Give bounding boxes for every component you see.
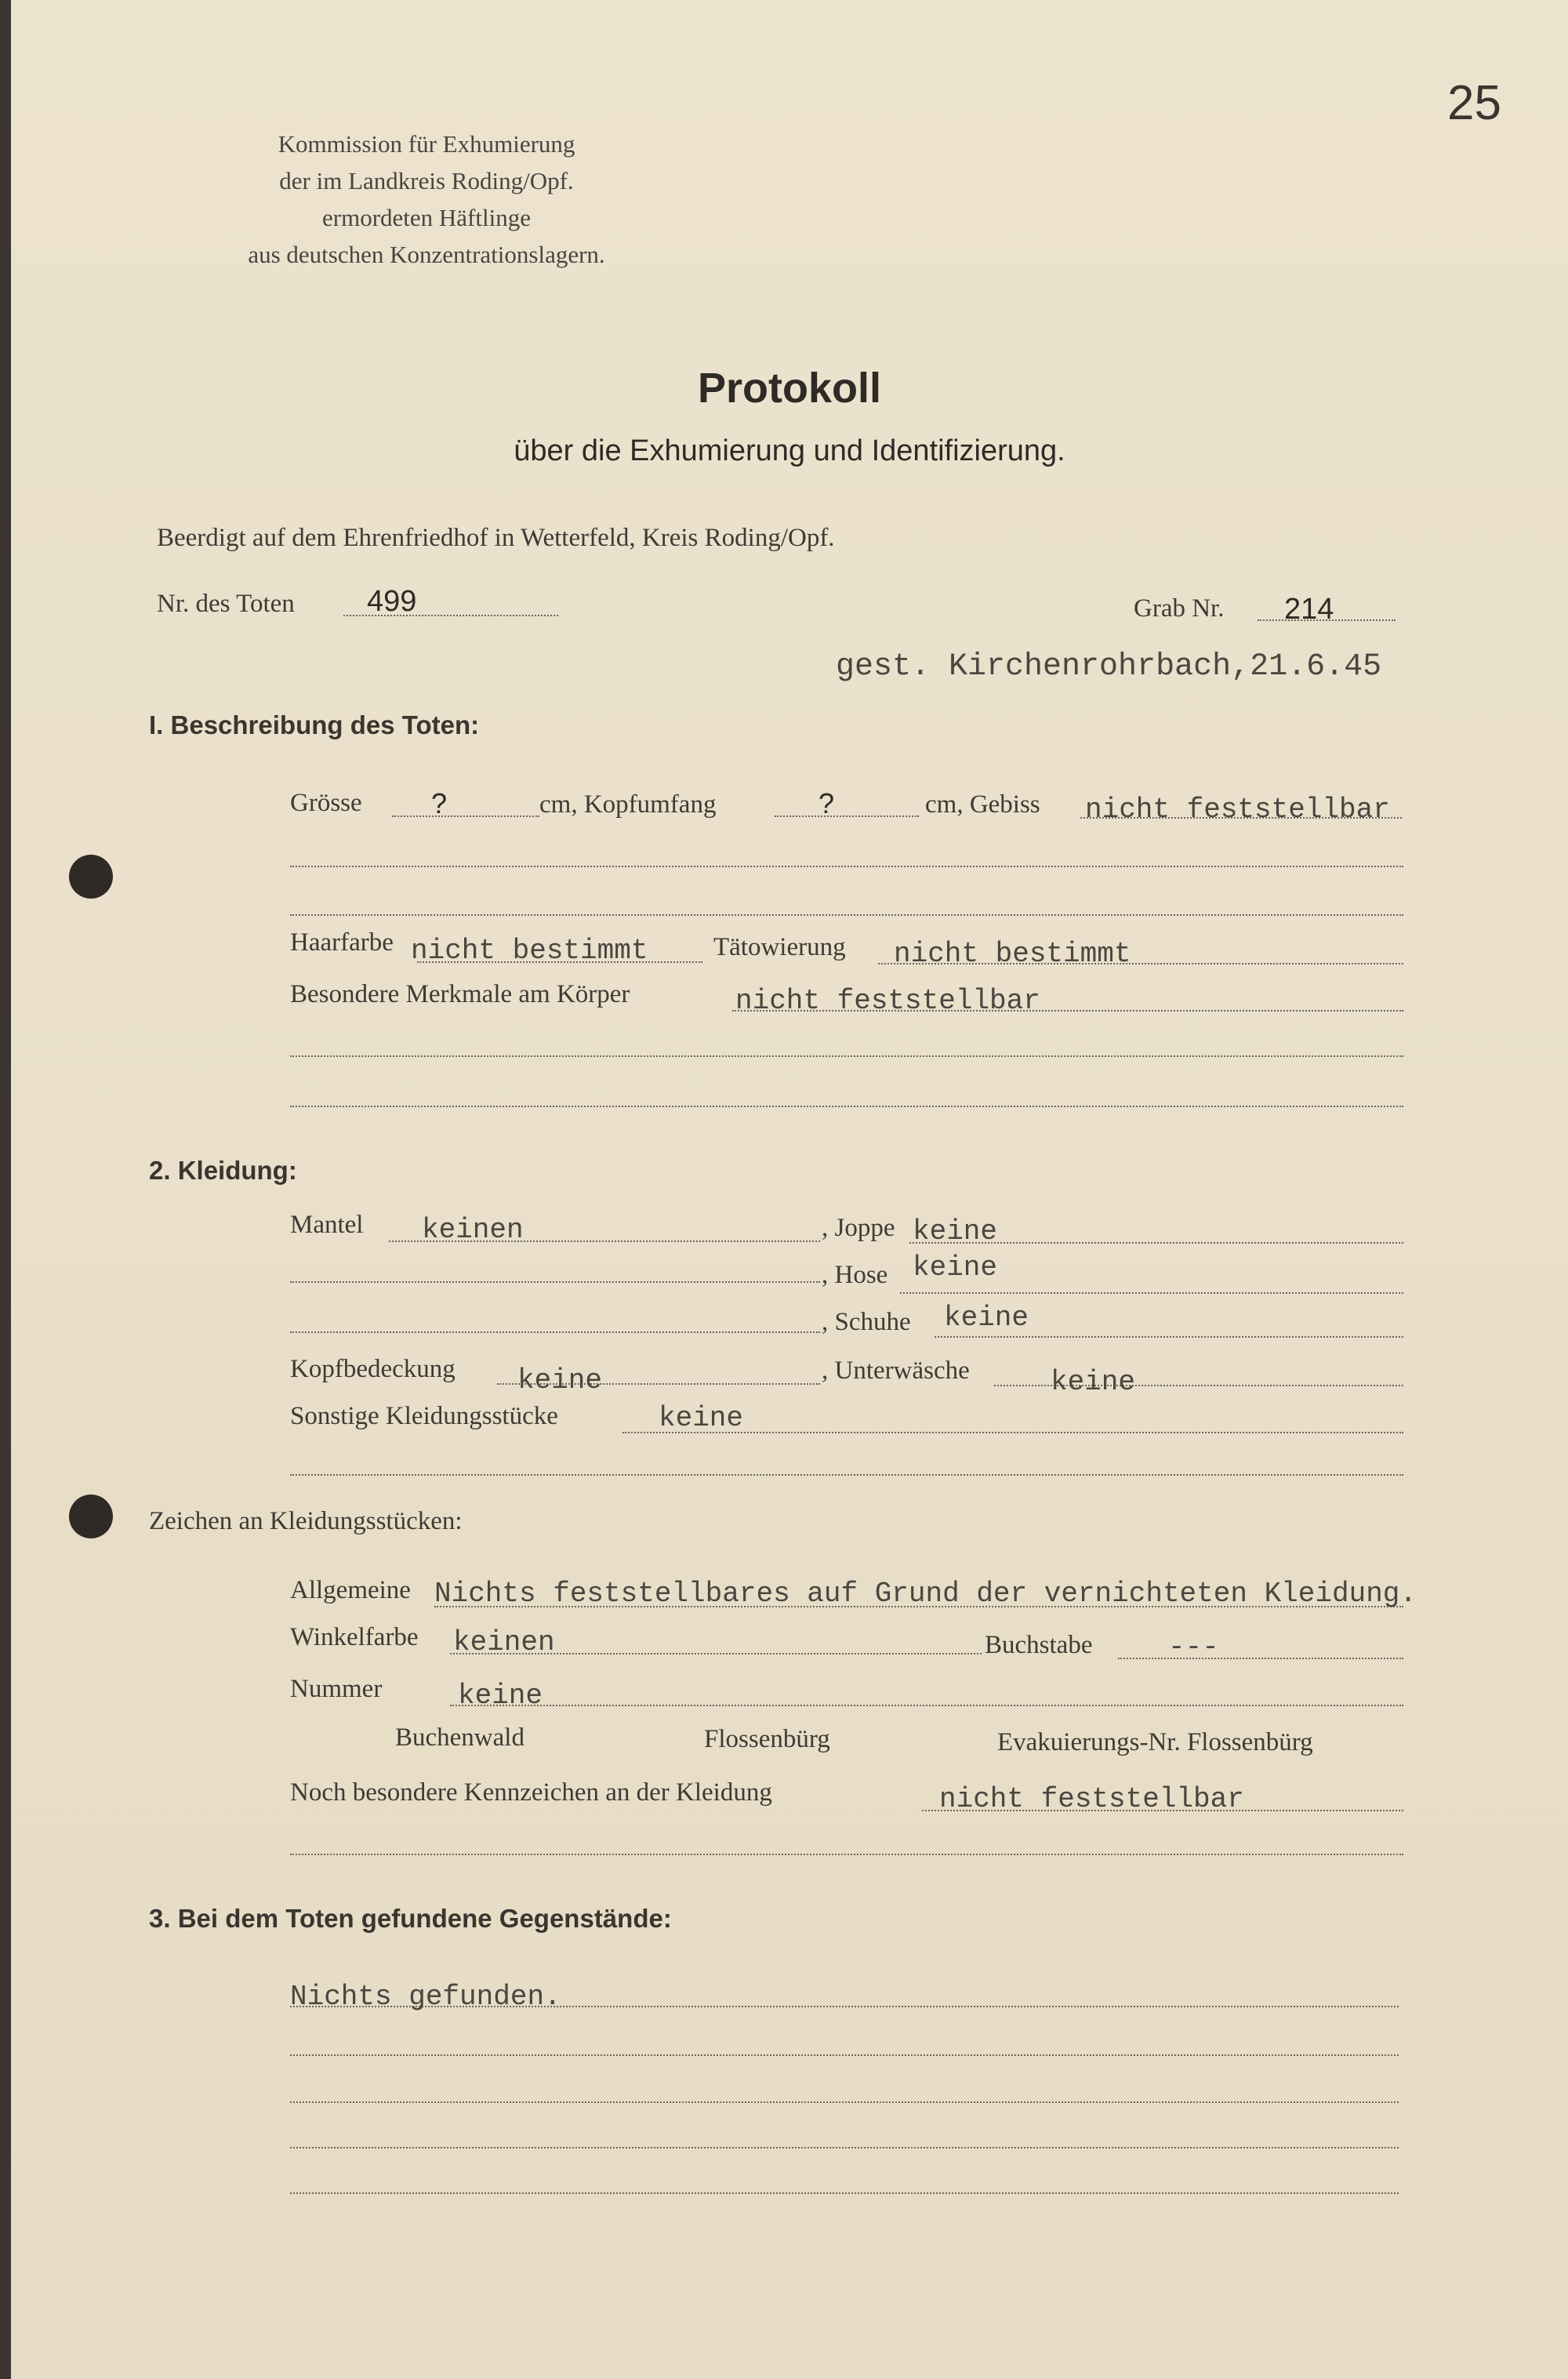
merkmale-value: nicht feststellbar xyxy=(735,985,1040,1017)
gebiss-value: nicht feststellbar xyxy=(1085,794,1390,826)
nummer-value: keine xyxy=(458,1680,543,1712)
dead-number-value: 499 xyxy=(367,585,417,618)
kopfumfang-line xyxy=(775,815,919,817)
page-number: 25 xyxy=(1447,76,1501,130)
buchstabe-line xyxy=(1118,1658,1403,1659)
schuhe-value: keine xyxy=(944,1302,1029,1334)
cm-gebiss-label: cm, Gebiss xyxy=(925,790,1040,819)
document-page xyxy=(11,0,1568,2379)
dead-number-label: Nr. des Toten xyxy=(157,590,295,618)
taetowierung-value: nicht bestimmt xyxy=(894,938,1131,970)
found-items-line-4 xyxy=(290,2147,1399,2148)
nummer-label: Nummer xyxy=(290,1675,383,1703)
kopfbedeckung-label: Kopfbedeckung xyxy=(290,1355,456,1383)
header-line-4: aus deutschen Konzentrationslagern. xyxy=(248,241,605,268)
schuhe-line xyxy=(935,1336,1403,1338)
header-line-2: der im Landkreis Roding/Opf. xyxy=(279,167,574,194)
buchstabe-value: --- xyxy=(1168,1631,1219,1663)
section-1-heading: I. Beschreibung des Toten: xyxy=(149,710,480,739)
header-line-3: ermordeten Häftlinge xyxy=(322,204,531,231)
blank-line-6 xyxy=(290,1854,1403,1855)
death-note: gest. Kirchenrohrbach,21.6.45 xyxy=(836,649,1382,685)
noch-value: nicht feststellbar xyxy=(939,1783,1244,1815)
found-items-line-5 xyxy=(290,2192,1399,2194)
column-evakuierung: Evakuierungs-Nr. Flossenbürg xyxy=(997,1728,1313,1756)
sonstige-value: keine xyxy=(659,1402,744,1434)
nummer-line xyxy=(450,1705,1403,1706)
winkelfarbe-value: keinen xyxy=(453,1626,555,1658)
hose-value: keine xyxy=(913,1251,998,1284)
blank-line-5 xyxy=(290,1474,1403,1476)
groesse-label: Grösse xyxy=(290,789,362,817)
grave-label: Grab Nr. xyxy=(1134,594,1225,623)
allgemeine-label: Allgemeine xyxy=(290,1576,411,1604)
commission-header xyxy=(176,125,677,273)
page-binding-edge xyxy=(0,0,11,2379)
kopfumfang-value: ? xyxy=(818,787,835,819)
mantel-value: keinen xyxy=(422,1214,524,1246)
blank-line-4 xyxy=(290,1106,1403,1107)
found-items-line-2 xyxy=(290,2054,1399,2056)
schuhe-label: , Schuhe xyxy=(822,1308,911,1336)
unterwaesche-value: keine xyxy=(1051,1366,1136,1398)
blank-line-3 xyxy=(290,1055,1403,1057)
unterwaesche-label: , Unterwäsche xyxy=(822,1357,970,1385)
mantel-label: Mantel xyxy=(290,1211,364,1239)
blank-line-2 xyxy=(290,914,1403,916)
winkelfarbe-label: Winkelfarbe xyxy=(290,1623,419,1651)
joppe-label: , Joppe xyxy=(822,1214,895,1242)
zeichen-heading: Zeichen an Kleidungsstücken: xyxy=(149,1507,463,1535)
column-flossenbuerg: Flossenbürg xyxy=(704,1725,830,1753)
cm-kopfumfang-label: cm, Kopfumfang xyxy=(539,790,717,819)
hose-line xyxy=(900,1292,1403,1294)
document-title: Protokoll xyxy=(697,365,881,412)
sonstige-label: Sonstige Kleidungsstücke xyxy=(290,1402,558,1430)
found-items-value: Nichts gefunden. xyxy=(290,1981,561,2013)
noch-label: Noch besondere Kennzeichen an der Kleidung xyxy=(290,1778,772,1807)
buchstabe-label: Buchstabe xyxy=(985,1631,1093,1659)
allgemeine-value: Nichts feststellbares auf Grund der vernichteten Kleidung. xyxy=(434,1578,1417,1610)
found-items-line-3 xyxy=(290,2101,1399,2103)
grave-value: 214 xyxy=(1284,593,1334,626)
punch-hole-bottom xyxy=(69,1495,113,1538)
taetowierung-label: Tätowierung xyxy=(713,933,846,961)
kopfbedeckung-value: keine xyxy=(517,1364,603,1397)
haarfarbe-value: nicht bestimmt xyxy=(411,935,648,967)
haarfarbe-label: Haarfarbe xyxy=(290,928,394,957)
punch-hole-top xyxy=(69,855,113,899)
blank-line-1 xyxy=(290,866,1403,867)
joppe-value: keine xyxy=(913,1215,998,1248)
merkmale-label: Besondere Merkmale am Körper xyxy=(290,980,630,1008)
document-subtitle: über die Exhumierung und Identifizierung. xyxy=(514,434,1065,467)
header-line-1: Kommission für Exhumierung xyxy=(278,130,575,158)
hose-left-line xyxy=(290,1281,820,1283)
groesse-value: ? xyxy=(431,787,448,819)
section-2-heading: 2. Kleidung: xyxy=(149,1156,297,1185)
burial-place: Beerdigt auf dem Ehrenfriedhof in Wetterfeld, Kreis Roding/Opf. xyxy=(157,524,835,552)
hose-label: , Hose xyxy=(822,1261,888,1289)
groesse-line xyxy=(392,815,539,817)
column-buchenwald: Buchenwald xyxy=(395,1723,524,1752)
section-3-heading: 3. Bei dem Toten gefundene Gegenstände: xyxy=(149,1904,672,1933)
schuhe-left-line xyxy=(290,1331,820,1333)
